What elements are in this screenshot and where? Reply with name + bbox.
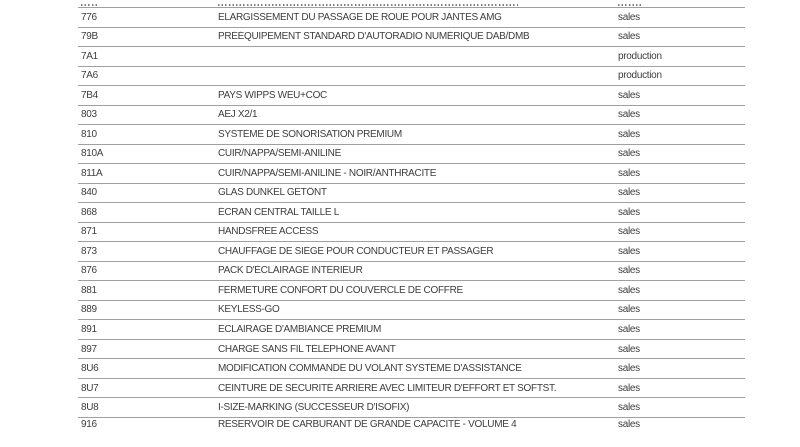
row-description: PACK D'ÉCLAIRAGE INTÉRIEUR: [218, 265, 363, 277]
table-row: [78, 124, 745, 144]
row-description: RÉSERVOIR DE CARBURANT DE GRANDE CAPACITÉ - VOLUME 4: [218, 419, 517, 431]
table-row: [78, 358, 745, 378]
row-description: GLAS DUNKEL GETÖNT: [218, 187, 327, 199]
row-type: sales: [618, 128, 640, 140]
row-code: 7A6: [81, 70, 98, 82]
row-description: CUIR/NAPPA/SEMI-ANILINE - NOIR/ANTHRACITE: [218, 167, 437, 179]
row-code: 776: [81, 11, 97, 23]
row-code: 868: [81, 206, 97, 218]
row-type: sales: [618, 419, 640, 431]
table-row: [78, 241, 745, 261]
row-type: sales: [618, 148, 640, 160]
row-code: 876: [81, 265, 97, 277]
row-description: SYSTÈME DE SONORISATION PREMIUM: [218, 128, 402, 140]
row-type: sales: [618, 109, 640, 121]
row-type: sales: [618, 31, 640, 43]
table-row: [78, 144, 745, 164]
row-type: [618, 4, 745, 8]
row-code: 811A: [81, 167, 103, 179]
table-row: [78, 378, 745, 398]
row-description: I-SIZE-MARKING (SUCCESSEUR D'ISOFIX): [218, 402, 410, 414]
row-type: sales: [618, 284, 640, 296]
clipped-text-sliver: [618, 4, 643, 7]
table-row: [78, 222, 745, 242]
row-code: 889: [81, 304, 97, 316]
clipped-text-sliver: [81, 4, 98, 7]
table-row: [78, 397, 745, 417]
table-row: [78, 163, 745, 183]
table-row: [78, 7, 745, 27]
row-description: ELARGISSEMENT DU PASSAGE DE ROUE POUR JANTES AMG: [218, 11, 502, 23]
row-description: CHAUFFAGE DE SIÈGE POUR CONDUCTEUR ET PASSAGER: [218, 245, 494, 257]
row-code: 7A1: [81, 50, 98, 62]
table-row: [78, 66, 745, 86]
row-description: CUIR/NAPPA/SEMI-ANILINE: [218, 148, 341, 160]
row-type: sales: [618, 402, 640, 414]
row-type: sales: [618, 167, 640, 179]
table-row: [78, 300, 745, 320]
row-type: sales: [618, 265, 640, 277]
row-description: CHARGE SANS FIL TÉLÉPHONE AVANT: [218, 343, 396, 355]
row-description: PRÉÉQUIPEMENT STANDARD D'AUTORADIO NUMÉRIQUE DAB/DMB: [218, 31, 530, 43]
row-description: AEJ X2/1: [218, 109, 258, 121]
row-type: sales: [618, 343, 640, 355]
row-type: sales: [618, 363, 640, 375]
table-row-partial-bottom: [78, 417, 745, 447]
row-type: sales: [618, 89, 640, 101]
row-code: 891: [81, 324, 97, 335]
table-row: [78, 183, 745, 203]
row-code: 8U6: [81, 363, 99, 375]
clipped-text-sliver: [218, 4, 518, 7]
table-row: [78, 339, 745, 359]
row-type: sales: [618, 226, 640, 238]
table-row: [78, 105, 745, 125]
row-code: 916: [81, 419, 97, 431]
options-table: [78, 0, 745, 447]
row-type: sales: [618, 382, 640, 394]
row-description: FERMETURE CONFORT DU COUVERCLE DE COFFRE: [218, 284, 463, 296]
table-row: [78, 46, 745, 66]
row-type: sales: [618, 304, 640, 316]
row-type: sales: [618, 187, 640, 199]
table-row: [78, 261, 745, 281]
row-type: sales: [618, 245, 640, 257]
row-description: KEYLESS-GO: [218, 304, 280, 316]
table-row: [78, 27, 745, 47]
table-row: [78, 85, 745, 105]
row-description: ÉCLAIRAGE D'AMBIANCE PREMIUM: [218, 324, 381, 335]
row-type: production: [618, 70, 662, 82]
row-code: 8U8: [81, 402, 99, 414]
row-code: 897: [81, 343, 97, 355]
row-description: MODIFICATION COMMANDE DU VOLANT SYSTÈME D'ASSISTANCE: [218, 363, 522, 375]
row-code: 871: [81, 226, 97, 238]
row-code: 79B: [81, 31, 98, 43]
row-type: sales: [618, 324, 640, 335]
row-type: sales: [618, 11, 640, 23]
row-type: sales: [618, 206, 640, 218]
row-description: PAYS WIPPS WEU+COC: [218, 89, 327, 101]
row-code: 7B4: [81, 89, 98, 101]
row-description: ÉCRAN CENTRAL TAILLE L: [218, 206, 340, 218]
row-code: 881: [81, 284, 97, 296]
row-code: [78, 4, 218, 8]
row-code: 840: [81, 187, 97, 199]
table-row: [78, 280, 745, 300]
row-code: 8U7: [81, 382, 99, 394]
row-description: CEINTURE DE SÉCURITÉ ARRIÈRE AVEC LIMITEUR D'EFFORT ET SOFTST.: [218, 382, 557, 394]
row-code: 873: [81, 245, 97, 257]
table-row: [78, 319, 745, 339]
row-code: 810A: [81, 148, 104, 160]
table-row-partial-top: [78, 0, 745, 7]
row-code: 803: [81, 109, 97, 121]
row-description: [218, 4, 618, 8]
row-description: HANDSFREE ACCESS: [218, 226, 319, 238]
row-code: 810: [81, 128, 97, 140]
row-type: production: [618, 50, 662, 62]
table-row: [78, 202, 745, 222]
